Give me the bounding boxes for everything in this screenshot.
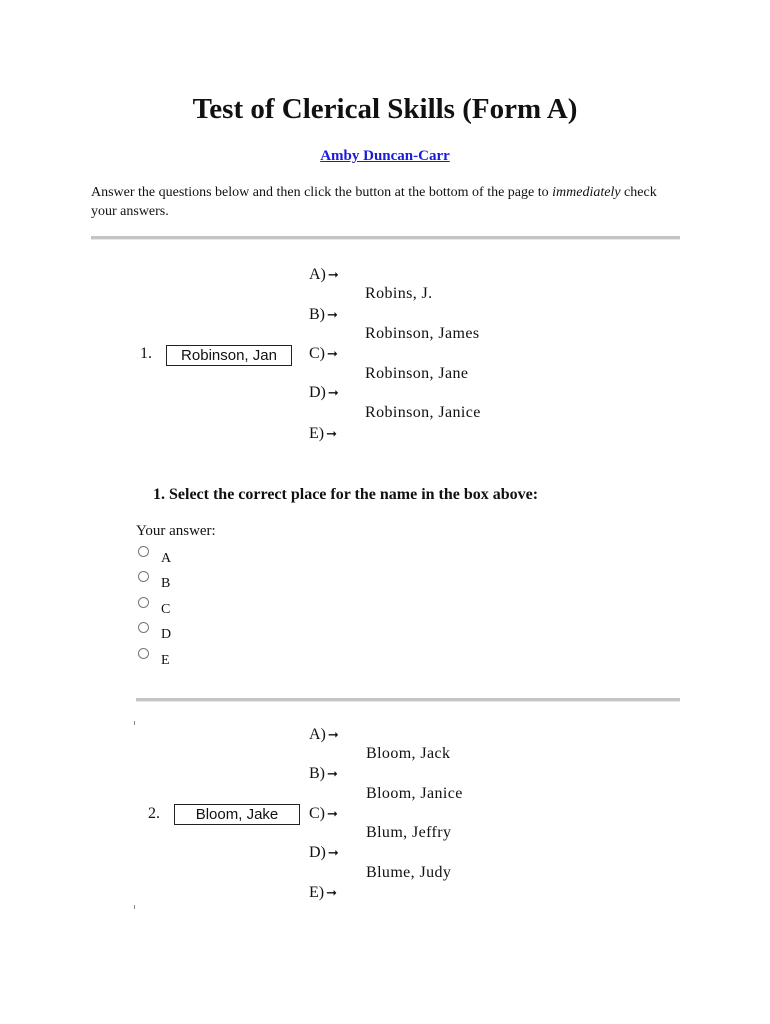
instructions (91, 183, 681, 221)
slot-label: E) (309, 425, 325, 442)
arrow-icon: ➞ (327, 386, 339, 401)
instructions-text: Answer the questions below and then click the button at the bottom of the page to (91, 185, 553, 200)
list-entry: Robinson, James (365, 325, 480, 342)
slot-a (309, 726, 339, 744)
page-title: Test of Clerical Skills (Form A) (192, 93, 578, 125)
arrow-icon: ➞ (326, 886, 338, 901)
arrow-icon: ➞ (327, 728, 339, 743)
slot-label: D) (309, 384, 326, 401)
slot-label: A) (309, 726, 326, 743)
arrow-icon: ➞ (327, 268, 339, 283)
list-entry: Bloom, Jack (366, 745, 451, 762)
option-label: B (161, 576, 171, 591)
spacer-mark (134, 905, 135, 909)
instructions-emphasis: immediately (552, 185, 621, 200)
arrow-icon: ➞ (327, 347, 338, 362)
list-entry: Blum, Jeffry (366, 824, 452, 841)
author-link[interactable]: Amby Duncan-Carr (320, 148, 450, 164)
item-number: 1. (140, 345, 152, 362)
radio-button[interactable] (138, 622, 149, 633)
list-entry: Robinson, Jane (365, 365, 469, 382)
slot-c (309, 805, 338, 823)
arrow-icon: ➞ (327, 308, 338, 323)
instructions-text-end: check your answers. (91, 185, 657, 219)
answer-label: Your answer: (136, 523, 216, 539)
slot-label: A) (309, 266, 326, 283)
slot-b (309, 765, 338, 783)
arrow-icon: ➞ (327, 846, 339, 861)
radio-button[interactable] (138, 546, 149, 557)
list-entry: Bloom, Janice (366, 785, 463, 802)
list-entry: Robinson, Janice (365, 404, 481, 421)
slot-label: B) (309, 765, 325, 782)
question-prompt: 1. Select the correct place for the name in the box above: (153, 486, 539, 503)
slot-label: D) (309, 844, 326, 861)
option-label: D (161, 627, 172, 642)
slot-b (309, 306, 338, 324)
list-entry: Robins, J. (365, 285, 433, 302)
name-box: Robinson, Jan (166, 345, 292, 366)
slot-d (309, 384, 339, 402)
radio-button[interactable] (138, 648, 149, 659)
slot-e (309, 884, 337, 902)
arrow-icon: ➞ (327, 767, 338, 782)
list-entry: Blume, Judy (366, 864, 452, 881)
item-number: 2. (148, 805, 160, 822)
arrow-icon: ➞ (326, 427, 338, 442)
slot-label: B) (309, 306, 325, 323)
radio-button[interactable] (138, 597, 149, 608)
divider (91, 236, 680, 240)
option-label: E (161, 653, 170, 668)
divider (136, 698, 680, 702)
slot-label: C) (309, 345, 325, 362)
option-label: C (161, 602, 171, 617)
name-box: Bloom, Jake (174, 804, 300, 825)
spacer-mark (134, 721, 135, 725)
slot-a (309, 266, 339, 284)
slot-label: C) (309, 805, 325, 822)
option-label: A (161, 551, 172, 566)
arrow-icon: ➞ (327, 807, 338, 822)
slot-c (309, 345, 338, 363)
radio-button[interactable] (138, 571, 149, 582)
slot-e (309, 425, 337, 443)
slot-label: E) (309, 884, 325, 901)
slot-d (309, 844, 339, 862)
